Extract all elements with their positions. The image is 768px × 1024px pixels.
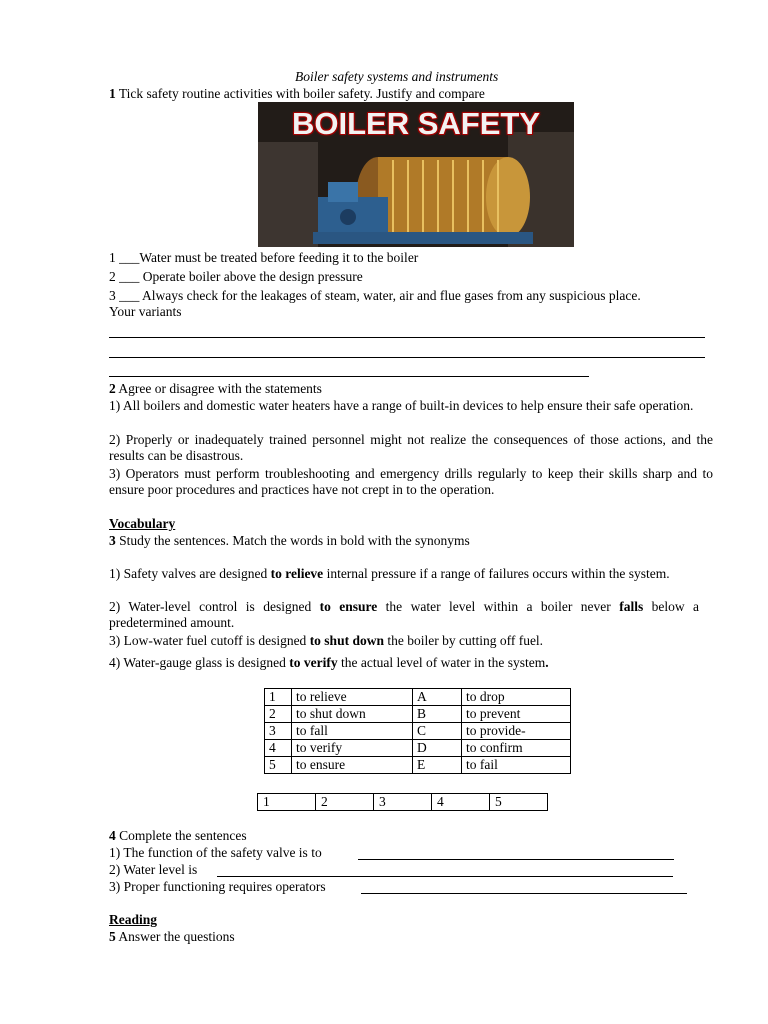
answer-cell[interactable]: 4: [432, 794, 490, 811]
match-number: 4: [265, 740, 292, 757]
bold-term: to relieve: [270, 566, 324, 581]
table-row: [265, 689, 571, 706]
match-number: 2: [265, 706, 292, 723]
fill-blank-3[interactable]: [361, 893, 687, 894]
match-term: to verify: [292, 740, 413, 757]
fill-blank-1[interactable]: [358, 859, 674, 860]
task4-sentence-1: 1) The function of the safety valve is to: [109, 845, 322, 860]
answer-cell[interactable]: 5: [490, 794, 548, 811]
vocabulary-heading: [109, 516, 175, 532]
task3-text: Study the sentences. Match the words in bold with the synonyms: [115, 533, 470, 548]
task3-heading: [109, 533, 470, 549]
vocabulary-title: Vocabulary: [109, 516, 176, 531]
bold-term: to shut down: [309, 633, 384, 648]
match-number: 3: [265, 723, 292, 740]
vocab-sentence-2: 2) Water-level control is designed to ensure the water level within a boiler never falls below a predetermined amount.: [109, 599, 700, 630]
match-number: 5: [265, 757, 292, 774]
match-synonym: to drop: [462, 689, 571, 706]
match-term: to ensure: [292, 757, 413, 774]
boiler-safety-image: [258, 102, 574, 247]
match-letter: D: [413, 740, 462, 757]
task2-heading: [109, 381, 322, 397]
task4-sentence-3: 3) Proper functioning requires operators: [109, 879, 326, 894]
task1-item-2: 2 ___ Operate boiler above the design pressure: [109, 269, 363, 284]
vocab-sentence-4: 4) Water-gauge glass is designed to verify the actual level of water in the system.: [109, 655, 549, 670]
page-title: Boiler safety systems and instruments: [295, 69, 499, 84]
answer-cell[interactable]: 2: [316, 794, 374, 811]
bold-term: to ensure: [319, 599, 378, 614]
answer-line[interactable]: [109, 357, 705, 358]
table-row: [265, 723, 571, 740]
task2-text: Agree or disagree with the statements: [115, 381, 322, 396]
task4-text: Complete the sentences: [115, 828, 247, 843]
match-letter: A: [413, 689, 462, 706]
match-term: to shut down: [292, 706, 413, 723]
task2-statement-2: 2) Properly or inadequately trained personnel might not realize the consequences of those actions, and the results can be disastrous.: [109, 432, 713, 463]
variants-label: Your variants: [109, 304, 182, 319]
table-row: [265, 740, 571, 757]
reading-title: Reading: [109, 912, 158, 927]
answer-line[interactable]: [109, 337, 705, 338]
answer-cell[interactable]: 3: [374, 794, 432, 811]
table-row: [265, 757, 571, 774]
task2-statement-1: 1) All boilers and domestic water heaters have a range of built-in devices to help ensure their safe operation.: [109, 398, 694, 413]
task1-item-3: 3 ___ Always check for the leakages of steam, water, air and flue gases from any suspicious place.: [109, 288, 641, 303]
task4-sentence-2: 2) Water level is: [109, 862, 198, 877]
match-synonym: to prevent: [462, 706, 571, 723]
vocab-sentence-1: 1) Safety valves are designed to relieve internal pressure if a range of failures occurs within the system.: [109, 566, 670, 581]
task1-text: Tick safety routine activities with boiler safety. Justify and compare: [115, 86, 485, 101]
match-letter: B: [413, 706, 462, 723]
match-letter: C: [413, 723, 462, 740]
match-synonym: to provide-: [462, 723, 571, 740]
task1-number: 1: [109, 86, 116, 101]
task2-statement-3: 3) Operators must perform troubleshooting and emergency drills regularly to keep their skills sharp and to ensure poor procedures and practices have not crept in to the operation.: [109, 466, 713, 497]
task5-text: Answer the questions: [115, 929, 235, 944]
task4-heading: [109, 828, 247, 844]
task5-number: 5: [109, 929, 116, 944]
task2-number: 2: [109, 381, 116, 396]
task1-item-1: 1 ___Water must be treated before feeding it to the boiler: [109, 250, 419, 265]
answer-line[interactable]: [109, 376, 589, 377]
answer-cell[interactable]: 1: [258, 794, 316, 811]
image-caption: BOILER SAFETY: [291, 106, 540, 141]
vocab-sentence-3: 3) Low-water fuel cutoff is designed to shut down the boiler by cutting off fuel.: [109, 633, 544, 648]
match-synonym: to fail: [462, 757, 571, 774]
answer-grid: [257, 793, 548, 811]
task3-number: 3: [109, 533, 116, 548]
task5-heading: [109, 929, 235, 945]
task1-heading: [109, 86, 485, 102]
fill-blank-2[interactable]: [217, 876, 673, 877]
bold-term: falls: [619, 599, 644, 614]
reading-heading: [109, 912, 157, 928]
matching-table: [264, 688, 571, 774]
bold-term: to verify: [289, 655, 338, 670]
task4-number: 4: [109, 828, 116, 843]
match-letter: E: [413, 757, 462, 774]
match-number: 1: [265, 689, 292, 706]
match-term: to relieve: [292, 689, 413, 706]
table-row: [265, 706, 571, 723]
match-term: to fall: [292, 723, 413, 740]
match-synonym: to confirm: [462, 740, 571, 757]
